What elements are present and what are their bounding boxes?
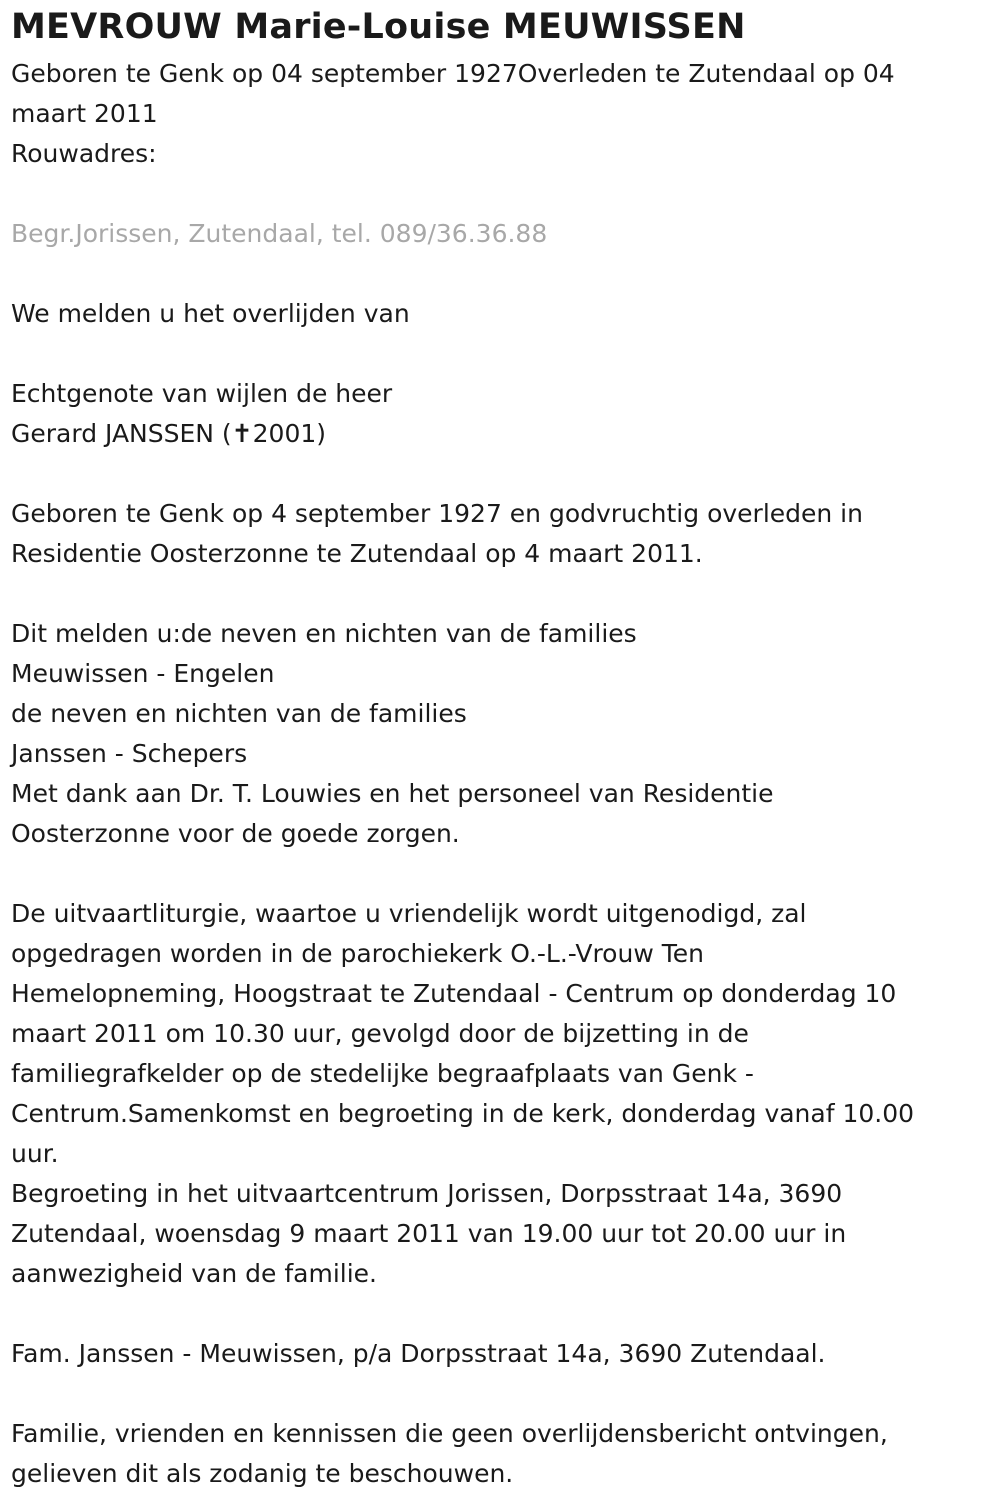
born-line: Residentie Oosterzonne te Zutendaal op 4 maart 2011. xyxy=(11,539,703,568)
spacer xyxy=(11,454,990,494)
family-line: Oosterzonne voor de goede zorgen. xyxy=(11,819,460,848)
closing-line: gelieven dit als zodanig te beschouwen. xyxy=(11,1459,514,1488)
family-line: Meuwissen - Engelen xyxy=(11,659,275,688)
spacer xyxy=(11,854,990,894)
liturgy-line: Centrum.Samenkomst en begroeting in de kerk, donderdag vanaf 10.00 xyxy=(11,1099,915,1128)
family-address: Fam. Janssen - Meuwissen, p/a Dorpsstraat 14a, 3690 Zutendaal. xyxy=(11,1339,826,1368)
born-died-line: Geboren te Genk op 04 september 1927Overleden te Zutendaal op 04 xyxy=(11,59,895,88)
closing-line: Familie, vrienden en kennissen die geen overlijdensbericht ontvingen, xyxy=(11,1419,888,1448)
spacer xyxy=(11,174,990,214)
funeral-home-contact: Begr.Jorissen, Zutendaal, tel. 089/36.36.88 xyxy=(11,219,548,248)
spacer xyxy=(11,254,990,294)
liturgy-line: opgedragen worden in de parochiekerk O.-L.-Vrouw Ten xyxy=(11,939,704,968)
family-line: de neven en nichten van de families xyxy=(11,699,467,728)
spouse-line: Echtgenote van wijlen de heer xyxy=(11,379,393,408)
liturgy-line: aanwezigheid van de familie. xyxy=(11,1259,377,1288)
deceased-name-title: MEVROUW Marie-Louise MEUWISSEN xyxy=(11,7,746,47)
rouwadres-label: Rouwadres: xyxy=(11,139,157,168)
liturgy-line: Hemelopneming, Hoogstraat te Zutendaal - Centrum op donderdag 10 xyxy=(11,979,897,1008)
announcement-text: We melden u het overlijden van xyxy=(11,299,410,328)
spacer xyxy=(11,334,990,374)
spouse-line: Gerard JANSSEN (✝2001) xyxy=(11,419,327,448)
spacer xyxy=(11,574,990,614)
liturgy-line: Begroeting in het uitvaartcentrum Jorissen, Dorpsstraat 14a, 3690 xyxy=(11,1179,843,1208)
born-died-line: maart 2011 xyxy=(11,99,158,128)
spacer xyxy=(11,1374,990,1414)
liturgy-line: maart 2011 om 10.30 uur, gevolgd door de bijzetting in de xyxy=(11,1019,749,1048)
born-line: Geboren te Genk op 4 september 1927 en godvruchtig overleden in xyxy=(11,499,863,528)
liturgy-line: De uitvaartliturgie, waartoe u vriendelijk wordt uitgenodigd, zal xyxy=(11,899,807,928)
family-line: Met dank aan Dr. T. Louwies en het personeel van Residentie xyxy=(11,779,774,808)
family-line: Dit melden u:de neven en nichten van de families xyxy=(11,619,637,648)
liturgy-line: uur. xyxy=(11,1139,59,1168)
liturgy-line: familiegrafkelder op de stedelijke begraafplaats van Genk - xyxy=(11,1059,754,1088)
liturgy-line: Zutendaal, woensdag 9 maart 2011 van 19.00 uur tot 20.00 uur in xyxy=(11,1219,847,1248)
family-line: Janssen - Schepers xyxy=(11,739,248,768)
spacer xyxy=(11,1294,990,1334)
